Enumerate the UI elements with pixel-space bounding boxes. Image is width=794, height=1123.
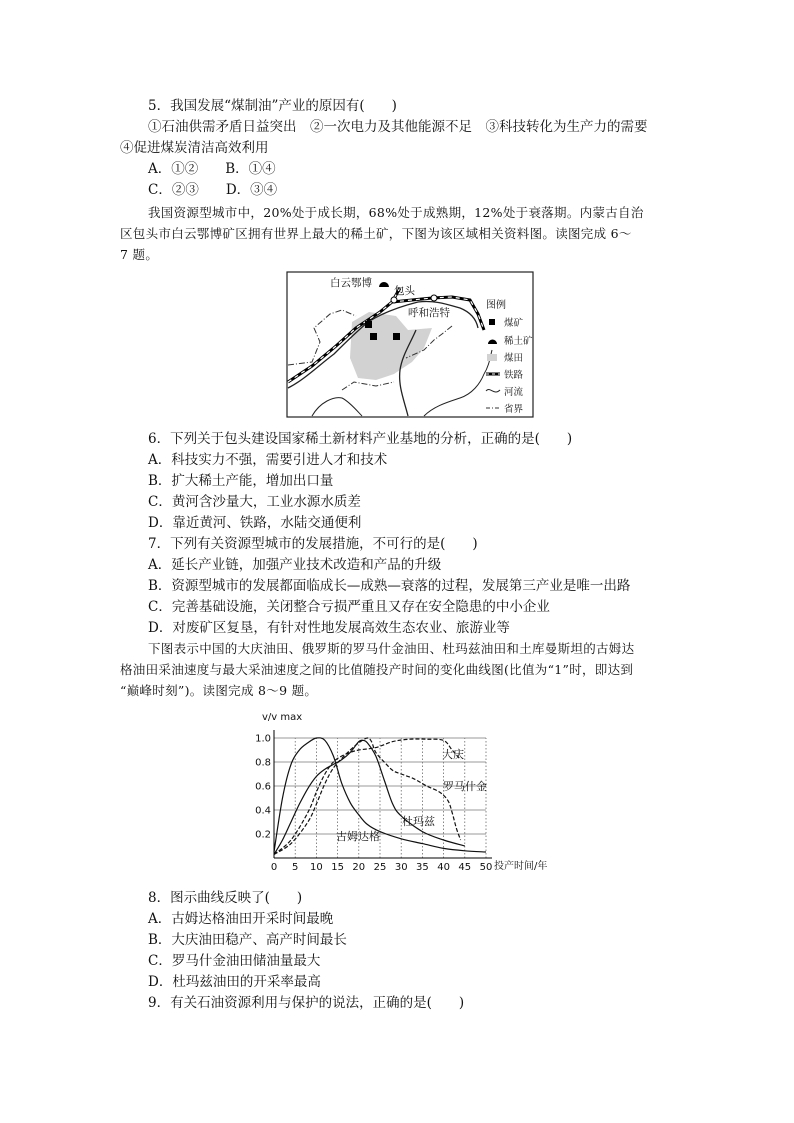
x-tick-label: 15: [331, 862, 344, 873]
q7-option-b: B．资源型城市的发展都面临成长—成熟—衰落的过程，发展第三产业是唯一出路: [148, 578, 631, 594]
y-tick-label: 0.8: [255, 757, 271, 769]
region-map: [284, 270, 538, 420]
series-label-romashkino: 罗马什金: [443, 780, 487, 793]
q6-option-b: B．扩大稀土产能，增加出口量: [148, 473, 334, 489]
intro89-line2: 格油田采油速度与最大采油速度之间的比值随投产时间的变化曲线图(比值为“1”时，即达到: [120, 662, 634, 677]
q7-option-d: D．对废矿区复垦，有针对性地发展高效生态农业、旅游业等: [148, 620, 510, 636]
q5-line2: ①石油供需矛盾日益突出 ②一次电力及其他能源不足 ③科技转化为生产力的需要: [148, 119, 648, 135]
q6-option-c: C．黄河含沙量大，工业水源水质差: [148, 494, 361, 510]
y-tick-label: 1.0: [255, 733, 271, 745]
city-huhehaote: [431, 295, 437, 301]
y-tick-label: 0.2: [255, 829, 271, 841]
q5-line3: ④促进煤炭清洁高效利用: [120, 140, 269, 156]
legend-coal-mine-icon: [489, 319, 495, 325]
x-tick-label: 30: [394, 862, 408, 873]
x-tick-label: 35: [416, 862, 429, 873]
y-tick-label: 0.6: [255, 781, 271, 793]
q8-option-d: D．杜玛兹油田的开采率最高: [148, 974, 321, 990]
x-tick-label: 20: [352, 862, 366, 873]
chart-xlabel: 投产时间/年: [494, 861, 548, 872]
y-tick-label: 0.4: [255, 805, 271, 817]
q9-stem: 9．有关石油资源利用与保护的说法，正确的是( ): [148, 995, 465, 1011]
x-tick-label: 25: [373, 862, 387, 873]
q7-option-c: C．完善基础设施，关闭整合亏损严重且又存在安全隐患的中小企业: [148, 599, 550, 615]
series-label-daqing: 大庆: [442, 748, 464, 761]
q5-options-cd: C．②③ D．③④: [148, 182, 278, 198]
series-label-tuymazy: 杜玛兹: [402, 815, 435, 828]
oil-production-chart: [250, 706, 570, 876]
q6-option-a: A．科技实力不强，需要引进人才和技术: [148, 452, 388, 468]
q7-stem: 7．下列有关资源型城市的发展措施，不可行的是( ): [148, 536, 478, 552]
legend-item: 河流: [504, 387, 524, 398]
q7-option-a: A．延长产业链，加强产业技术改造和产品的升级: [148, 557, 442, 573]
legend-coal-field-icon: [487, 354, 497, 361]
label-baotou: 包头: [394, 285, 415, 297]
intro89-line3: “巅峰时刻”)。读图完成 8～9 题。: [120, 683, 318, 698]
intro67-line2: 区包头市白云鄂博矿区拥有世界上最大的稀土矿，下图为该区域相关资料图。读图完成 6～: [120, 226, 632, 241]
city-baotou: [391, 297, 397, 303]
x-tick-label: 5: [292, 862, 299, 873]
x-tick-label: 10: [310, 862, 323, 873]
legend-item: 煤田: [504, 353, 524, 364]
series-label-gumdag: 古姆达格: [336, 830, 380, 843]
q8-option-c: C．罗马什金油田储油量最大: [148, 953, 321, 969]
legend-item: 稀土矿: [504, 336, 533, 347]
legend-item: 煤矿: [504, 318, 524, 329]
label-huhehaote: 呼和浩特: [408, 307, 450, 319]
q6-option-d: D．靠近黄河、铁路，水陆交通便利: [148, 515, 362, 531]
chart-ylabel: v/v max: [262, 712, 303, 723]
coal-mine-icon: [393, 333, 400, 340]
label-baiyun: 白云鄂博: [330, 277, 372, 289]
q8-option-a: A．古姆达格油田开采时间最晚: [148, 911, 334, 927]
intro89-line1: 下图表示中国的大庆油田、俄罗斯的罗马什金油田、杜玛兹油田和土库曼斯坦的古姆达: [148, 641, 635, 656]
x-tick-label: 40: [437, 862, 450, 873]
q6-stem: 6．下列关于包头建设国家稀土新材料产业基地的分析，正确的是( ): [148, 431, 573, 447]
q8-stem: 8．图示曲线反映了( ): [148, 890, 303, 906]
q5-stem: 5．我国发展“煤制油”产业的原因有( ): [148, 98, 397, 114]
x-tick-label: 0: [270, 862, 278, 873]
x-tick-label: 45: [458, 862, 472, 873]
q8-option-b: B．大庆油田稳产、高产时间最长: [148, 932, 347, 948]
intro67-line3: 7 题。: [120, 247, 159, 262]
x-tick-label: 50: [479, 862, 493, 873]
legend-item: 省界: [504, 404, 524, 415]
intro67-line1: 我国资源型城市中，20%处于成长期，68%处于成熟期，12%处于衰落期。内蒙古自治: [148, 205, 644, 220]
coal-mine-icon: [365, 321, 372, 328]
coal-mine-icon: [370, 333, 377, 340]
legend-title: 图例: [486, 300, 506, 311]
q5-options-ab: A．①② B．①④: [148, 161, 276, 177]
legend-item: 铁路: [504, 370, 524, 381]
